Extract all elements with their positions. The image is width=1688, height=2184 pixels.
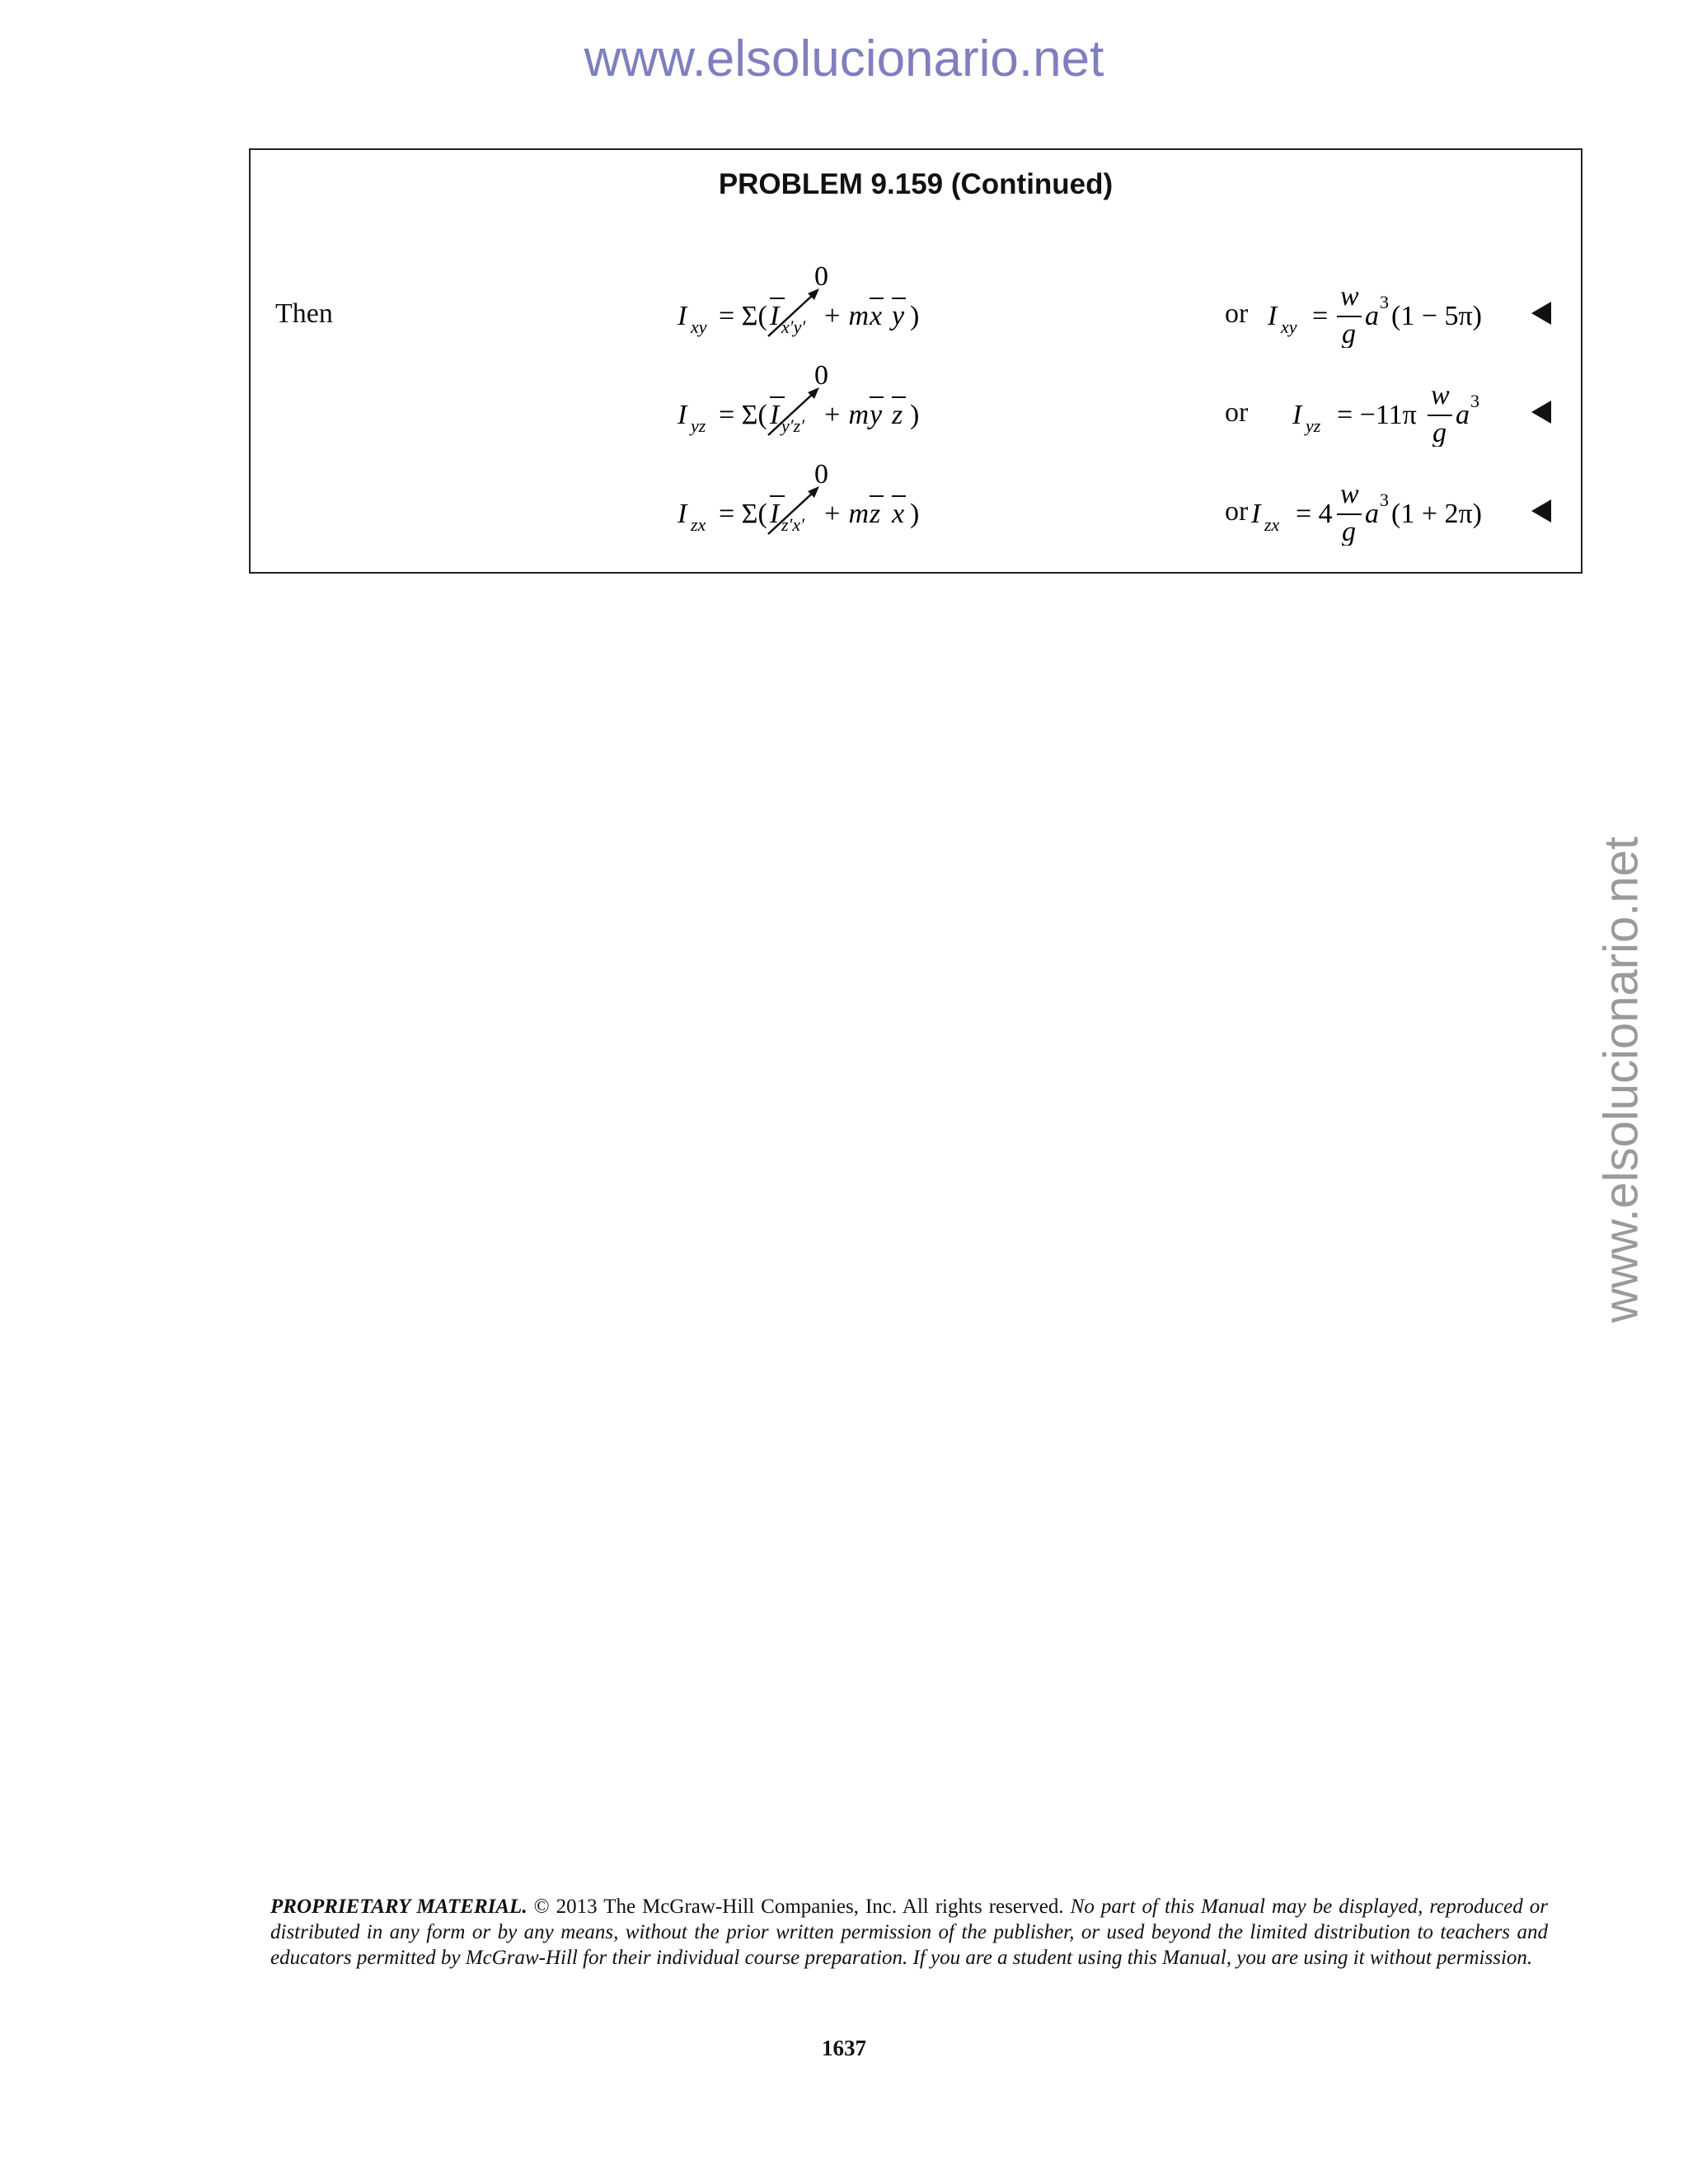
frac-den: g — [1342, 319, 1356, 348]
cancel-sub: y′z′ — [781, 415, 804, 436]
zero-label: 0 — [814, 360, 828, 391]
answer-arrow-icon — [1531, 499, 1551, 523]
close-paren: ) — [910, 499, 920, 529]
cancel-I: I — [770, 499, 780, 529]
lhs-eq-sigma: = Σ( — [719, 301, 767, 331]
cancel-sub: z′x′ — [781, 514, 804, 535]
lhs-eq-sigma: = Σ( — [719, 499, 767, 529]
frac-num: w — [1340, 281, 1359, 312]
result-exp: 3 — [1380, 292, 1389, 312]
frac-num: w — [1431, 380, 1450, 410]
result-sub: zx — [1264, 514, 1280, 535]
lhs-formula-svg — [678, 356, 941, 447]
watermark-side: www.elsolucionario.net — [1594, 837, 1648, 1323]
plus-m: + m — [823, 499, 869, 529]
lhs-sub: yz — [691, 415, 706, 436]
result-post: (1 − 5π) — [1391, 301, 1482, 331]
result-pre: = 4 — [1296, 499, 1333, 529]
footer-notice: No part of this Manual may be displayed, reproduced or distributed in any form or by any means, without the prior written permission of the publisher, or used beyond the limited distribution to teachers and educators permitted by McGraw-Hill for their individual course preparation. If you are a student using this Manual, you are using it without permission. — [270, 1896, 1548, 1969]
frac-den: g — [1342, 517, 1356, 546]
result-xy — [1268, 257, 1507, 348]
lhs-eq-sigma: = Σ( — [719, 400, 767, 430]
problem-title: PROBLEM 9.159 (Continued) — [718, 168, 1114, 200]
result-formula-svg — [1268, 257, 1507, 348]
result-post: (1 + 2π) — [1391, 499, 1482, 529]
zero-label: 0 — [814, 261, 828, 292]
result-a: a — [1456, 400, 1470, 430]
or-label: or — [1225, 298, 1249, 329]
lhs-equation-zx — [678, 455, 941, 546]
lhs-I: I — [678, 301, 687, 331]
result-sub: yz — [1306, 415, 1321, 436]
problem-box — [249, 148, 1582, 574]
result-formula-svg — [1292, 356, 1507, 447]
result-I: I — [1268, 301, 1278, 331]
result-sub: xy — [1281, 316, 1297, 337]
proprietary-notice — [270, 1894, 1548, 1971]
lhs-sub: xy — [691, 316, 707, 337]
answer-arrow-icon — [1531, 302, 1551, 325]
equation-row-zx — [251, 455, 1581, 546]
result-exp: 3 — [1470, 391, 1479, 411]
plus-m: + m — [823, 301, 869, 331]
result-a: a — [1365, 499, 1379, 529]
bar-var-2: y — [892, 301, 905, 331]
bar-var-2: z — [892, 400, 903, 430]
result-a: a — [1365, 301, 1379, 331]
lhs-I: I — [678, 400, 687, 430]
result-I: I — [1251, 499, 1261, 529]
bar-var-1: x — [870, 301, 883, 331]
watermark-top: www.elsolucionario.net — [584, 30, 1104, 87]
equation-row-yz — [251, 356, 1581, 447]
or-label: or — [1225, 397, 1249, 428]
frac-num: w — [1340, 479, 1359, 509]
bar-var-2: x — [892, 499, 905, 529]
footer-label: PROPRIETARY MATERIAL. — [270, 1896, 528, 1918]
result-pre: = — [1312, 301, 1329, 331]
lhs-sub: zx — [691, 514, 706, 535]
plus-m: + m — [823, 400, 869, 430]
result-exp: 3 — [1380, 490, 1389, 510]
lhs-equation-yz — [678, 356, 941, 447]
lhs-formula-svg — [678, 455, 941, 546]
cancel-I: I — [770, 301, 780, 331]
or-label: or — [1225, 496, 1249, 527]
answer-arrow-icon — [1531, 401, 1551, 424]
result-pre: = −11π — [1337, 400, 1417, 430]
cancel-I: I — [770, 400, 780, 430]
then-label: Then — [275, 298, 333, 329]
bar-var-1: y — [870, 400, 883, 430]
result-zx — [1251, 455, 1507, 546]
result-formula-svg — [1251, 455, 1507, 546]
page-number: 1637 — [822, 2036, 866, 2060]
equation-row-xy — [251, 257, 1581, 348]
close-paren: ) — [910, 400, 920, 430]
lhs-I: I — [678, 499, 687, 529]
cancel-sub: x′y′ — [781, 316, 806, 337]
lhs-equation-xy — [678, 257, 941, 348]
bar-var-1: z — [870, 499, 881, 529]
frac-den: g — [1432, 418, 1447, 447]
zero-label: 0 — [814, 459, 828, 490]
result-I: I — [1292, 400, 1302, 430]
lhs-formula-svg — [678, 257, 941, 348]
footer-copyright: © 2013 The McGraw-Hill Companies, Inc. All rights reserved. — [527, 1896, 1071, 1918]
result-yz — [1292, 356, 1507, 447]
close-paren: ) — [910, 301, 920, 331]
